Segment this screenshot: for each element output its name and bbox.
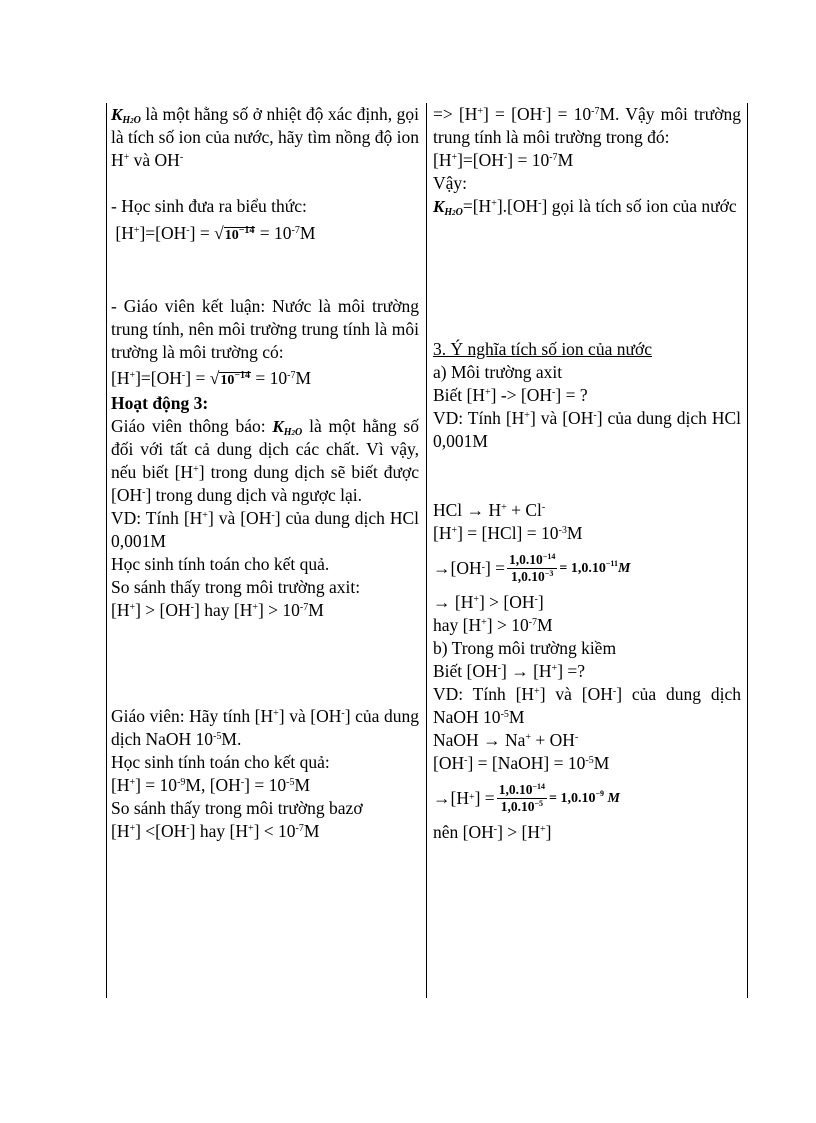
- student-calc-1: Học sinh tính toán cho kết quả.: [111, 554, 330, 574]
- kw-symbol: $K_{H2O}$: [111, 105, 141, 126]
- h-equals-hcl: $[H^+] = [HCl] = 10^{-3}M$: [433, 523, 583, 543]
- student-calc-2: Học sinh tính toán cho kết quả:: [111, 752, 330, 772]
- neutral-eq: $[H^+]=[OH^-] = 10^{-7}M$: [433, 150, 574, 170]
- content-column: [433, 103, 741, 844]
- activity-3-heading: Hoạt động 3:: [111, 393, 209, 413]
- oh-equals-naoh: [OH-] = [NaOH] = $10^{-5}M$: [433, 753, 610, 773]
- compare-acid: So sánh thấy trong môi trường axit:: [111, 577, 361, 597]
- example-acid-left: VD: Tính [H+] và [OH-] của dung dịch HCl 0,001M: [111, 508, 419, 551]
- table-border-right: [747, 103, 748, 998]
- hcl-dissociation: HCl → H+ + Cl-: [433, 500, 546, 520]
- kw-definition: $K_{H2O}=[H^+].[OH^-]$ gọi là tích số ion của nước: [433, 196, 737, 218]
- table-border-left: [106, 103, 107, 998]
- base-know: Biết [OH-] → [H+] =?: [433, 661, 586, 681]
- student-expression: $[H^+]=[OH^-] = √10^{-14} = 10^{-7}M$: [111, 223, 316, 243]
- teacher-conclusion: - Giáo viên kết luận: Nước là môi trường trung tính, nên môi trường trung tính là môi trường là môi trường có:: [111, 296, 419, 362]
- teacher-notice: Giáo viên thông báo: $K_{H2O}$ là một hằng số đối với tất cả dung dịch các chất. Vì vậy, nếu biết [H+] trong dung dịch sẽ biết được [OH-] trong dung dịch và ngược lại.: [111, 416, 419, 505]
- result-acid: [H+] > [OH-] hay $[H^+] > 10^{-7}M$: [111, 600, 324, 620]
- table-border-middle: [426, 103, 427, 998]
- section-3-heading: 3. Ý nghĩa tích số ion của nước: [433, 339, 652, 359]
- h-fraction-equation: →[H + ] = $\frac{1,0.10^{-14}}{1,0.10^{-5}}$ = $1,0.10^{-9}$ M: [433, 781, 620, 814]
- teacher-ask-base: Giáo viên: Hãy tính [H+] và [OH-] của dung dịch NaOH $10^{-5}M$.: [111, 706, 419, 749]
- compare-base: So sánh thấy trong môi trường bazơ: [111, 798, 363, 818]
- h-greater-oh: → [H+] > [OH-]: [433, 592, 544, 612]
- example-base-right: VD: Tính [H+] và [OH-] của dung dịch NaOH $10^{-5}M$: [433, 684, 741, 727]
- oh-fraction-equation: →[OH - ] = $\frac{1,0.10^{-14}}{1,0.10^{-3}}$ = $1,0.10^{-11}M$: [433, 551, 631, 584]
- or-h-greater: hay $[H^+] > 10^{-7}M$: [433, 615, 553, 635]
- student-expression-label: - Học sinh đưa ra biểu thức:: [111, 196, 307, 216]
- kw-intro-paragraph: $K_{H2O}$ là một hằng số ở nhiệt độ xác định, gọi là tích số ion của nước, hãy tìm nồng độ ion H+ và OH-: [111, 104, 419, 170]
- result-base: [H+] <[OH-] hay $[H^+] < 10^{-7}M$: [111, 821, 320, 841]
- acid-title: a) Môi trường axit: [433, 362, 563, 382]
- neutral-statement: => $[H^+] = [OH^-] = 10^{-7}M$. Vậy môi trường trung tính là môi trường trong đó:: [433, 104, 741, 147]
- base-values: $[H^+] = 10^{-9}M$, $[OH^-] = 10^{-5}M$: [111, 775, 311, 795]
- kw-symbol-3: $K_{H2O}$: [433, 197, 463, 218]
- example-acid-right: VD: Tính [H+] và [OH-] của dung dịch HCl 0,001M: [433, 408, 741, 451]
- teacher-student-activity-column: [111, 103, 419, 843]
- vay-label: Vậy:: [433, 173, 468, 193]
- kw-symbol-2: $K_{H2O}$: [272, 417, 303, 438]
- naoh-dissociation: NaOH → Na+ + OH-: [433, 730, 579, 750]
- acid-know: Biết [H+] -> [OH-] = ?: [433, 385, 588, 405]
- base-title: b) Trong môi trường kiềm: [433, 638, 617, 658]
- base-conclusion: nên [OH-] > [H+]: [433, 822, 552, 842]
- neutral-expression: $[H^+]=[OH^-] = √10^{-14} = 10^{-7}M$: [111, 368, 312, 388]
